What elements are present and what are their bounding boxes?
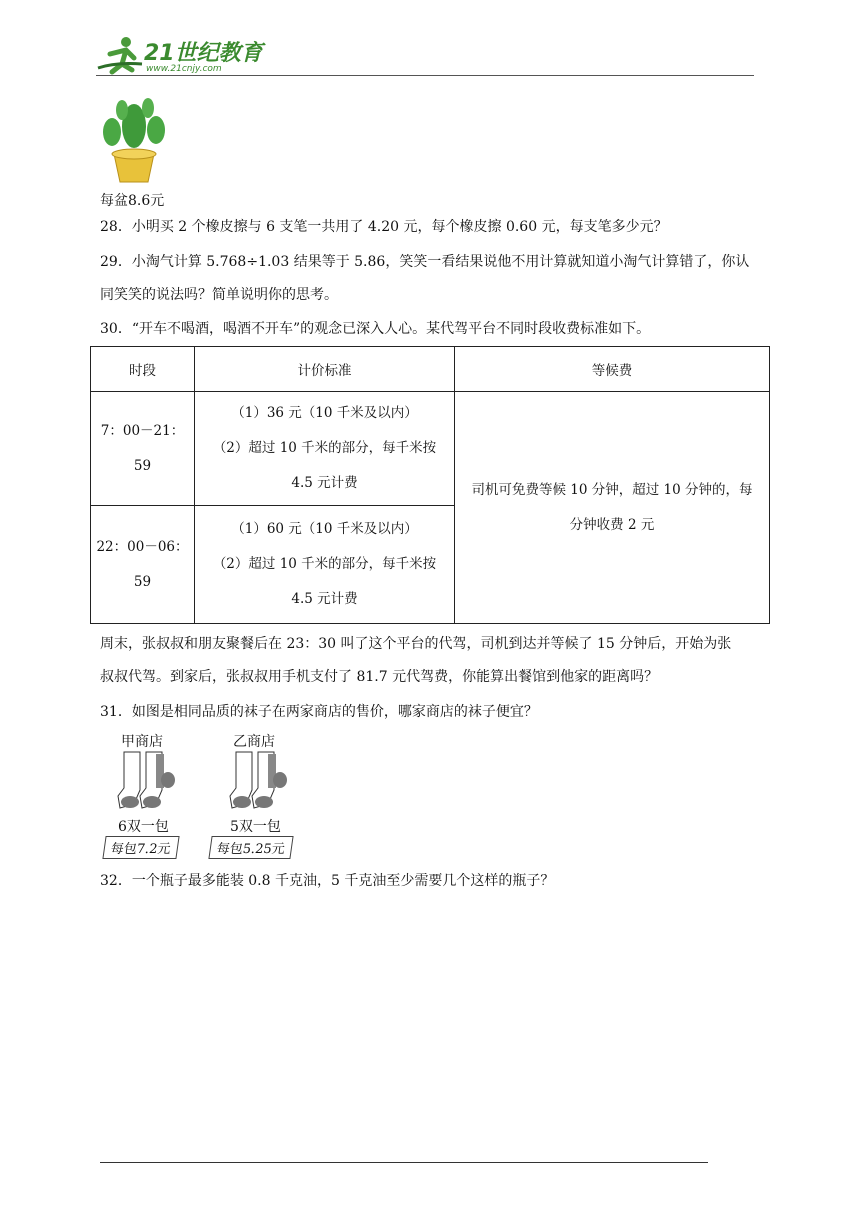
question-28: 28．小明买 2 个橡皮擦与 6 支笔一共用了 4.20 元，每个橡皮擦 0.60 元，每支笔多少元？ bbox=[100, 219, 668, 235]
period-cell: 7：00－21： 59 bbox=[91, 392, 195, 506]
store-name: 乙商店 bbox=[233, 734, 275, 750]
question-29-line1: 29．小淘气计算 5.768÷1.03 结果等于 5.86，笑笑一看结果说他不用计算就知道小淘气计算错了，你认 bbox=[100, 254, 750, 270]
fee-table bbox=[90, 346, 770, 624]
price-tag: 每包7.2元 bbox=[102, 836, 179, 859]
socks-icon bbox=[116, 750, 178, 814]
pricing-cell: （1）60 元（10 千米及以内） （2）超过 10 千米的部分，每千米按 4.5 元计费 bbox=[195, 506, 455, 624]
waiting-fee-cell: 司机可免费等候 10 分钟，超过 10 分钟的，每 分钟收费 2 元 bbox=[455, 392, 770, 624]
footer-divider bbox=[100, 1162, 708, 1163]
price-tag: 每包5.25元 bbox=[208, 836, 293, 859]
pricing-cell: （1）36 元（10 千米及以内） （2）超过 10 千米的部分，每千米按 4.5 元计费 bbox=[195, 392, 455, 506]
header-divider bbox=[96, 75, 754, 76]
question-30: 30．“开车不喝酒，喝酒不开车”的观念已深入人心。某代驾平台不同时段收费标准如下。 bbox=[100, 321, 651, 337]
period-cell: 22：00－06： 59 bbox=[91, 506, 195, 624]
question-30-text-line2: 叔叔代驾。到家后，张叔叔用手机支付了 81.7 元代驾费，你能算出餐馆到他家的距离吗？ bbox=[100, 669, 659, 685]
question-29-line2: 同笑笑的说法吗？简单说明你的思考。 bbox=[100, 287, 338, 303]
question-32: 32．一个瓶子最多能装 0.8 千克油，5 千克油至少需要几个这样的瓶子？ bbox=[100, 873, 555, 889]
pack-size: 5双一包 bbox=[230, 819, 281, 835]
header-waiting-fee: 等候费 bbox=[455, 347, 770, 392]
question-31: 31．如图是相同品质的袜子在两家商店的售价，哪家商店的袜子便宜？ bbox=[100, 704, 538, 720]
cactus-pot-image bbox=[98, 96, 170, 188]
question-30-text-line1: 周末，张叔叔和朋友聚餐后在 23：30 叫了这个平台的代驾，司机到达并等候了 15 分钟后，开始为张 bbox=[100, 636, 732, 652]
header-period: 时段 bbox=[91, 347, 195, 392]
header-pricing: 计价标准 bbox=[195, 347, 455, 392]
logo bbox=[96, 34, 266, 76]
logo-url: www.21cnjy.com bbox=[146, 64, 222, 74]
logo-text: 21世纪教育 bbox=[144, 41, 263, 66]
table-row bbox=[91, 392, 770, 506]
cactus-price-caption: 每盆8.6元 bbox=[100, 193, 165, 209]
store-name: 甲商店 bbox=[121, 734, 163, 750]
runner-logo-icon bbox=[96, 34, 144, 76]
socks-icon bbox=[228, 750, 290, 814]
pack-size: 6双一包 bbox=[118, 819, 169, 835]
